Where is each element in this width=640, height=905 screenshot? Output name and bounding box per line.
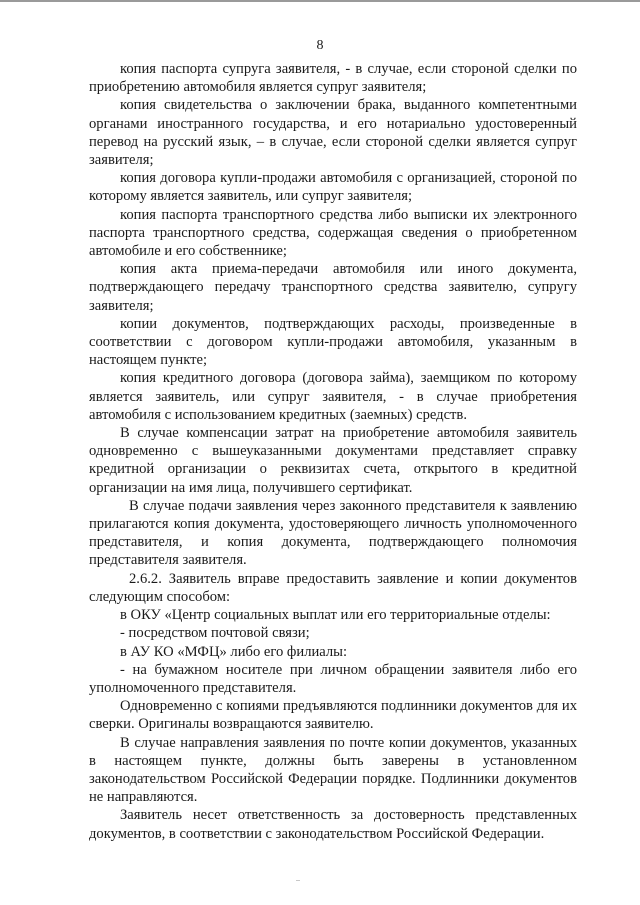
- scan-artifact: [296, 880, 300, 881]
- paragraph-vehicle-passport: копия паспорта транспортного средства либо выписки их электронного паспорта транспортного средства, содержащая сведения о приобретенном автомобиле и его собственнике;: [89, 206, 577, 260]
- page-number: 8: [316, 38, 324, 53]
- paragraph-mfc: в АУ КО «МФЦ» либо его филиалы:: [120, 643, 348, 660]
- paragraph-submission-methods: 2.6.2. Заявитель вправе предоставить заявление и копии документов следующим способом:: [89, 570, 577, 605]
- paragraph-bank-reference: В случае компенсации затрат на приобретение автомобиля заявитель одновременно с вышеуказанными документами представляет справку кредитной организации о реквизитах счета, открытого в кредитной организации на имя лица, получившего сертификат.: [89, 425, 577, 496]
- paragraph-applicant-responsibility: Заявитель несет ответственность за достоверность представленных документов, в соответствии с законодательством Российской Федерации.: [89, 807, 577, 842]
- paragraph-expense-documents: копии документов, подтверждающих расходы, произведенные в соответствии с договором купли-продажи автомобиля, указанным в настоящем пункте;: [89, 315, 577, 369]
- scan-edge: [0, 0, 640, 2]
- paragraph-paper-carrier: - на бумажном носителе при личном обращении заявителя либо его уполномоченного представителя.: [89, 661, 577, 696]
- paragraph-legal-representative: В случае подачи заявления через законного представителя к заявлению прилагаются копия документа, удостоверяющего личность уполномоченного представителя, и копия документа, подтверждающего полномочия представителя заявителя.: [89, 497, 577, 569]
- paragraph-credit-agreement: копия кредитного договора (договора займа), заемщиком по которому является заявитель, или супруг заявителя, - в случае приобретения автомобиля с использованием кредитных (заемных) средств.: [89, 370, 577, 423]
- paragraph-postal-service: - посредством почтовой связи;: [120, 625, 310, 642]
- paragraph-passport-spouse: копия паспорта супруга заявителя, - в случае, если стороной сделки по приобретению автомобиля является супруг заявителя;: [89, 61, 577, 96]
- paragraph-marriage-certificate: копия свидетельства о заключении брака, выданного компетентными органами иностранного государства, и его нотариально удостоверенный перевод на русский язык, – в случае, если стороной сделки является супруг заявителя;: [89, 97, 577, 169]
- paragraph-originals-check: Одновременно с копиями предъявляются подлинники документов для их сверки. Оригиналы возвращаются заявителю.: [89, 698, 577, 733]
- paragraph-transfer-act: копия акта приема-передачи автомобиля или иного документа, подтверждающего передачу транспортного средства заявителю, супругу заявителя;: [89, 261, 577, 314]
- paragraph-sale-contract: копия договора купли-продажи автомобиля с организацией, стороной по которому является заявитель, или супруг заявителя;: [89, 170, 577, 205]
- paragraph-oku-center: в ОКУ «Центр социальных выплат или его территориальные отделы:: [120, 607, 551, 624]
- document-body: [89, 60, 577, 843]
- paragraph-postal-submission: В случае направления заявления по почте копии документов, указанных в настоящем пункте, должны быть заверены в установленном законодательством Российской Федерации порядке. Подлинники документов не направляются.: [89, 734, 577, 806]
